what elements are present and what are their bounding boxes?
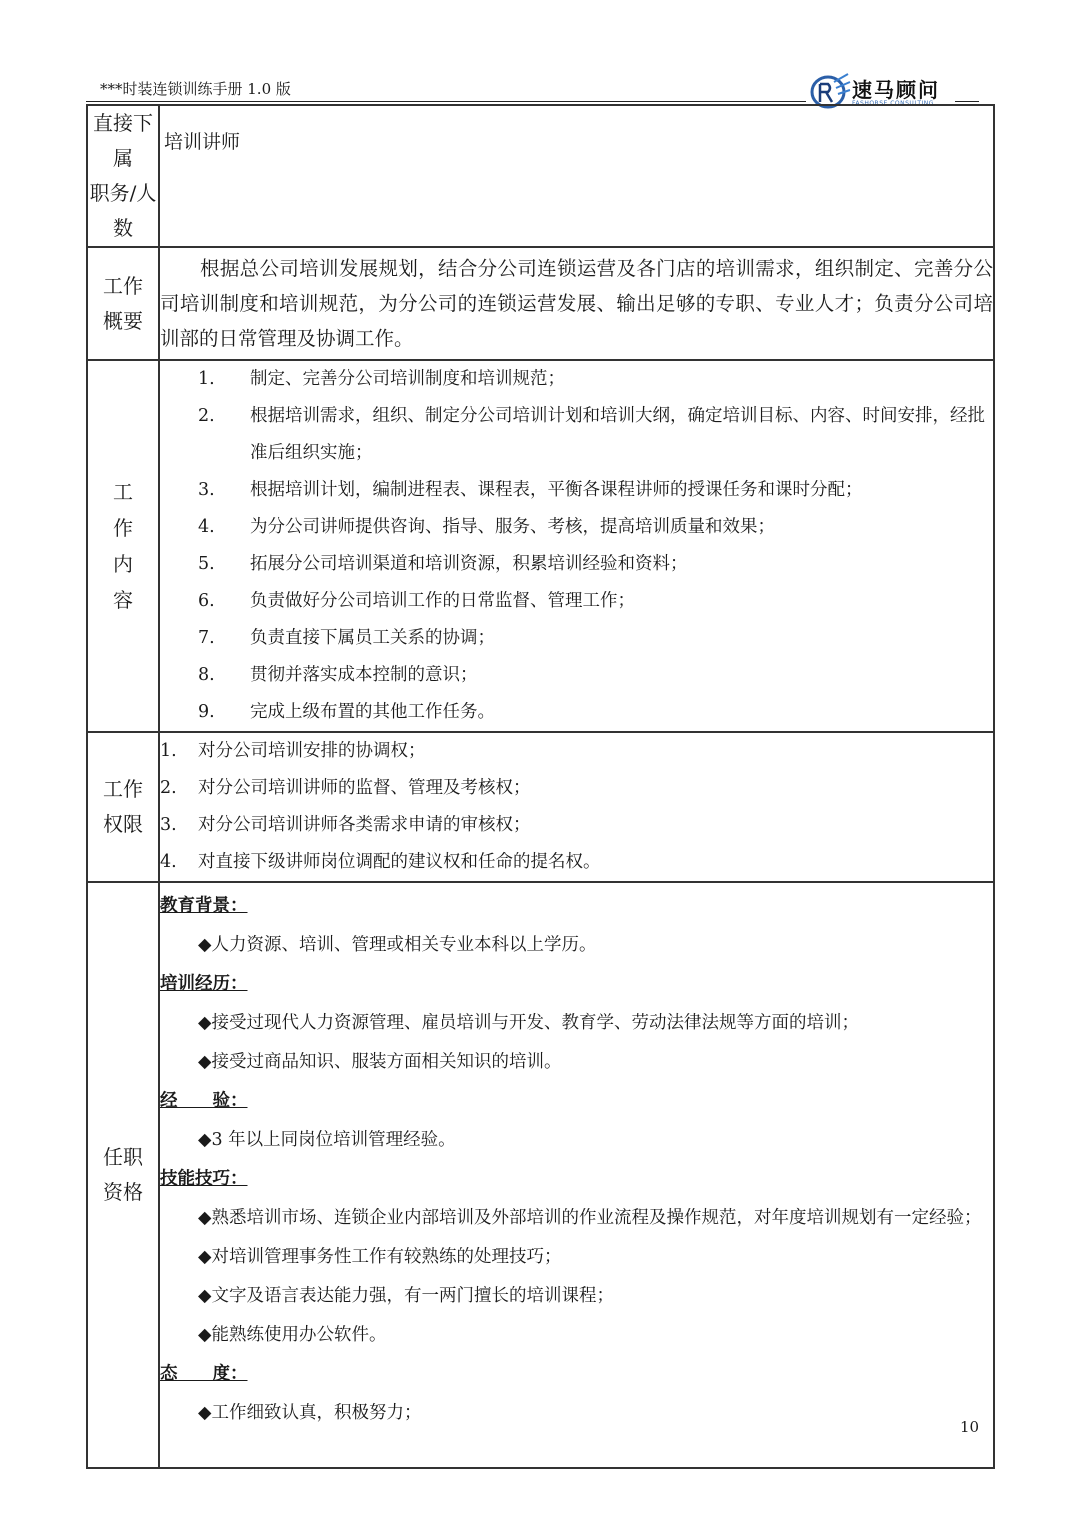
duty-item [160, 361, 993, 398]
authority-number: 4. [160, 852, 177, 872]
label-qualifications [87, 882, 159, 1468]
duty-text: 完成上级布置的其他工作任务。 [250, 702, 495, 722]
attitude-heading: 态 度： [160, 1364, 248, 1384]
authority-cell [159, 732, 994, 882]
row-authority [87, 732, 994, 882]
label-duties-char: 工 [113, 480, 133, 504]
duty-item [160, 657, 993, 694]
duty-item [160, 472, 993, 509]
training-item: ◆接受过现代人力资源管理、雇员培训与开发、教育学、劳动法律法规等方面的培训； [198, 1013, 859, 1033]
authority-text: 对直接下级讲师岗位调配的建议权和任命的提名权。 [198, 852, 601, 872]
duty-number: 3. [198, 480, 215, 500]
label-qualifications-line2: 资格 [103, 1180, 143, 1204]
subordinate-value-cell [159, 105, 994, 247]
label-duties [87, 360, 159, 732]
header-title: ***时装连锁训练手册 1.0 版 [100, 80, 291, 98]
education-item: ◆人力资源、培训、管理或相关专业本科以上学历。 [198, 935, 597, 955]
experience-heading: 经 验： [160, 1091, 248, 1111]
row-qualifications [87, 882, 994, 1468]
duty-item [160, 583, 993, 620]
label-subordinate [87, 105, 159, 247]
label-qualifications-line1: 任职 [103, 1145, 143, 1169]
authority-number: 1. [160, 741, 177, 761]
label-summary-line2: 概要 [103, 308, 143, 333]
training-heading: 培训经历： [160, 974, 248, 994]
duty-number: 7. [198, 628, 215, 648]
duty-number: 2. [198, 406, 215, 426]
duty-text: 负责做好分公司培训工作的日常监督、管理工作； [250, 591, 635, 611]
duty-text: 负责直接下属员工关系的协调； [250, 628, 495, 648]
authority-number: 2. [160, 778, 177, 798]
duty-text: 根据培训需求，组织、制定分公司培训计划和培训大纲，确定培训目标、内容、时间安排，经批准后组织实施； [250, 406, 985, 463]
authority-number: 3. [160, 815, 177, 835]
duty-text: 贯彻并落实成本控制的意识； [250, 665, 478, 685]
row-subordinate [87, 105, 994, 247]
skills-heading: 技能技巧： [160, 1169, 248, 1189]
qualifications-cell [159, 882, 994, 1468]
duty-item [160, 546, 993, 583]
skills-item: ◆熟悉培训市场、连锁企业内部培训及外部培训的作业流程及操作规范，对年度培训规划有一定经验； [198, 1208, 982, 1228]
duty-number: 1. [198, 369, 215, 389]
duty-number: 4. [198, 517, 215, 537]
authority-item [160, 733, 993, 770]
label-subordinate-line1: 直接下属 [93, 111, 153, 170]
authority-item [160, 844, 993, 881]
duty-text: 根据培训计划，编制进程表、课程表，平衡各课程讲师的授课任务和课时分配； [250, 480, 863, 500]
education-heading: 教育背景： [160, 896, 248, 916]
row-duties [87, 360, 994, 732]
label-summary [87, 247, 159, 360]
duty-item [160, 398, 993, 472]
training-item: ◆接受过商品知识、服装方面相关知识的培训。 [198, 1052, 562, 1072]
row-summary [87, 247, 994, 360]
label-authority-line2: 权限 [103, 812, 143, 836]
logo-text: 速马顾问 [852, 78, 940, 102]
duty-text: 制定、完善分公司培训制度和培训规范； [250, 369, 565, 389]
label-subordinate-line2: 职务/人数 [89, 181, 157, 240]
duty-item [160, 694, 993, 731]
label-duties-char: 内 [113, 552, 133, 576]
label-authority-line1: 工作 [103, 777, 143, 801]
skills-item: ◆文字及语言表达能力强，有一两门擅长的培训课程； [198, 1286, 614, 1306]
authority-item [160, 770, 993, 807]
label-duties-char: 容 [113, 588, 133, 612]
label-summary-line1: 工作 [103, 273, 143, 298]
authority-text: 对分公司培训讲师的监督、管理及考核权； [198, 778, 531, 798]
duty-text: 为分公司讲师提供咨询、指导、服务、考核，提高培训质量和效果； [250, 517, 775, 537]
label-authority [87, 732, 159, 882]
label-duties-char: 作 [113, 516, 133, 540]
summary-cell [159, 247, 994, 360]
skills-item: ◆能熟练使用办公软件。 [198, 1325, 387, 1345]
experience-item: ◆3 年以上同岗位培训管理经验。 [198, 1130, 456, 1150]
summary-text: 根据总公司培训发展规划，结合分公司连锁运营及各门店的培训需求，组织制定、完善分公司培训制度和培训规范，为分公司的连锁运营发展、输出足够的专职、专业人才；负责分公司培训部的日常管理及协调工作。 [160, 257, 993, 350]
authority-text: 对分公司培训安排的协调权； [198, 741, 426, 761]
skills-item: ◆对培训管理事务性工作有较熟练的处理技巧； [198, 1247, 562, 1267]
duty-number: 6. [198, 591, 215, 611]
logo-subtitle: FASHORSE CONSULTING [852, 100, 934, 107]
header-rule-right [955, 101, 979, 102]
page-number: 10 [960, 1418, 980, 1436]
subordinate-value: 培训讲师 [164, 131, 241, 153]
attitude-item: ◆工作细致认真，积极努力； [198, 1403, 422, 1423]
authority-text: 对分公司培训讲师各类需求申请的审核权； [198, 815, 531, 835]
duty-number: 8. [198, 665, 215, 685]
duties-cell [159, 360, 994, 732]
duty-item [160, 620, 993, 657]
duty-number: 9. [198, 702, 215, 722]
authority-item [160, 807, 993, 844]
duty-number: 5. [198, 554, 215, 574]
duty-item [160, 509, 993, 546]
header-rule [86, 101, 806, 102]
duty-text: 拓展分公司培训渠道和培训资源，积累培训经验和资料； [250, 554, 688, 574]
job-description-table [86, 104, 995, 1469]
